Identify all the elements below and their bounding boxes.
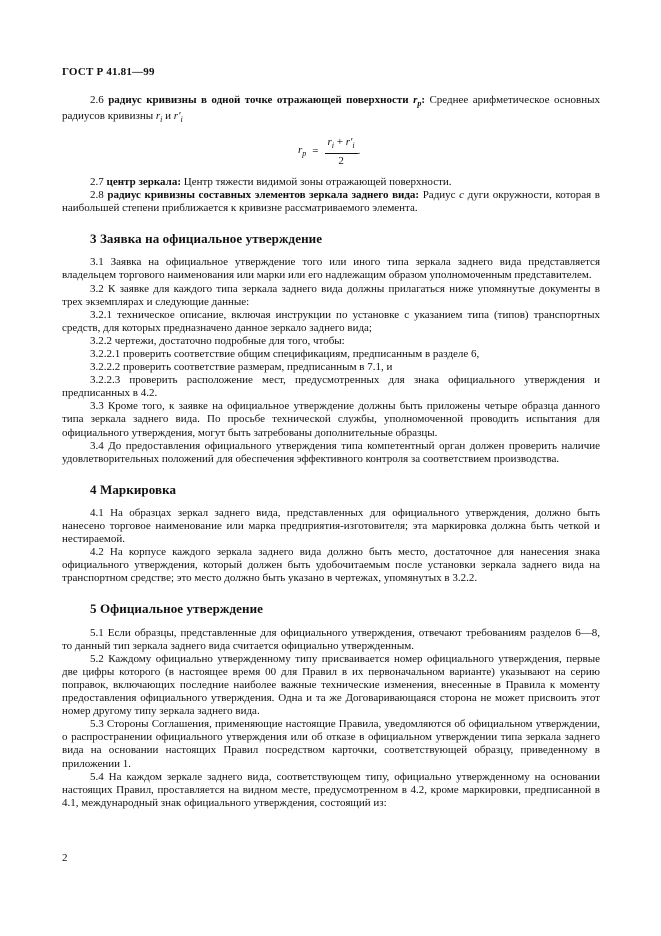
document-header: ГОСТ Р 41.81—99 [62,66,155,78]
denominator: 2 [338,154,344,167]
paragraph-4-1: 4.1 На образцах зеркал заднего вида, представленных для официального утверждения, должно быть нанесено торговое наименование или марка предприятия-изготовителя; эта маркировка должна быть четкой и нестираемой. [62,506,600,546]
lhs-sub: p [302,148,307,158]
fraction [325,136,358,168]
paragraph-3-1: 3.1 Заявка на официальное утверждение того или иного типа зеркала заднего вида представляется владельцем торгового наименования или марки или его надлежащим образом уполномоченным представителем. [62,256,600,282]
symbol-ri [155,110,163,125]
clause-number: 2.6 [90,94,104,106]
paragraph-5-1: 5.1 Если образцы, представленные для официального утверждения, отвечают требованиям разделов 6—8, то данный тип зеркала заднего вида считается официально утвержденным. [62,626,600,652]
section-5-title: 5 Официальное утверждение [90,601,264,617]
definition-text: Среднее арифметическое основных радиусов кривизны [62,94,600,123]
definition-text-a: Радиус [422,189,456,202]
paragraph-2-8 [62,189,600,215]
colon: : [421,94,426,106]
lhs-r: r [298,143,303,156]
formula-end-dot: . [357,145,361,158]
conjunction: и [165,110,172,123]
symbol-r1-sub: i [160,115,163,125]
symbol-sub: p [417,99,422,109]
paragraph-3-2-2: 3.2.2 чертежи, достаточно подробные для того, чтобы: [90,334,345,347]
paragraph-3-2-2-1: 3.2.2.1 проверить соответствие общим спецификациям, предписанным в разделе 6, [90,347,480,360]
numerator [325,136,358,154]
paragraph-3-4: 3.4 До предоставления официального утверждения типа компетентный орган должен проверить наличие удовлетворительных положений для обеспечения эффективного контроля за соответствием производства. [62,439,600,465]
paragraph-3-2-2-3: 3.2.2.3 проверить расположение мест, предусмотренных для знака официального утверждения и предписанных в 4.2. [62,374,600,400]
symbol-r1: r [155,110,161,123]
num-b: r′ [345,135,353,148]
formula-rp [62,136,600,168]
symbol-r: r [413,94,418,106]
paragraph-3-3: 3.3 Кроме того, к заявке на официальное утверждение должны быть приложены четыре образца данного типа зеркала заднего вида. По просьбе технической службы, уполномоченной проводить испытания для официального утверждения, могут быть затребованы дополнительные образцы. [62,400,600,439]
symbol-r-prime-i [173,110,183,125]
term-definition: радиус кривизны составных элементов зеркала заднего вида: [107,189,420,202]
equals-sign: = [312,145,319,158]
page-number: 2 [62,852,68,864]
paragraph-3-2-1: 3.2.1 техническое описание, включая инструкции по установке с указанием типа (типов) транспортных средств, для которых предназначено данное зеркало заднего вида; [62,308,600,334]
paragraph-5-3: 5.3 Стороны Соглашения, применяющие настоящие Правила, уведомляются об официальном утверждении, о распространении официального утверждения или об отказе в официальном утверждении типа зеркала заднего вида на основании настоящих Правил посредством карточки, соответствующей образцу, приведенному в приложении 1. [62,718,600,770]
paragraph-3-2-2-2: 3.2.2.2 проверить соответствие размерам, предписанным в 7.1, и [90,361,393,374]
paragraph-2-6 [62,94,600,127]
paragraph-3-2: 3.2 К заявке для каждого типа зеркала заднего вида должны прилагаться ниже упомянутые документы в трех экземплярах и следующие данные: [62,282,600,308]
paragraph-2-7 [62,176,600,189]
variable-c: c [459,189,465,202]
clause-number: 2.7 [90,175,104,188]
section-4-title: 4 Маркировка [90,481,177,497]
paragraph-5-4: 5.4 На каждом зеркале заднего вида, соответствующем типу, официально утвержденному на основании настоящих Правил, проставляется на видном месте, предусмотренном в 4.2, кроме маркировки, предписанной в 4.1, международный знак официального утверждения, состоящий из: [62,770,600,809]
section-3-title: 3 Заявка на официальное утверждение [90,231,323,247]
plus-sign: + [336,135,343,148]
num-a-sub: i [331,140,335,150]
num-b-sub: i [352,140,355,150]
term-definition: радиус кривизны в одной точке отражающей поверхности [108,94,409,106]
document-body [62,94,600,810]
paragraph-5-2: 5.2 Каждому официально утвержденному типу присваивается номер официального утверждения, первые две цифры которого (в настоящее время 00 для Правил в их первоначальном варианте) указывают на серию поправок, включающих последние наиболее важные технические изменения, внесенные в Правила к моменту предоставления официального утверждения. Одна и та же Договаривающаяся сторона не может присвоить этот номер другому типу зеркала заднего вида. [62,652,600,718]
clause-number: 2.8 [90,189,104,202]
formula-lhs [298,144,306,160]
symbol-r2-sub: i [180,115,183,125]
definition-text-b: дуги окружности, которая в наибольшей степени приближается к кривизне рассматриваемого элемента. [62,189,600,215]
paragraph-4-2: 4.2 На корпусе каждого зеркала заднего вида должно быть место, достаточное для нанесения знака официального утверждения, который должен быть удобочитаемым после установки зеркала заднего вида на транспортном средстве; это место должно быть указано в чертежах, упомянутых в 3.2.2. [62,546,600,585]
num-a: r [327,135,332,148]
term-definition: центр зеркала: [106,175,181,188]
definition-text: Центр тяжести видимой зоны отражающей поверхности. [183,175,452,188]
symbol-r2: r′ [173,110,181,123]
